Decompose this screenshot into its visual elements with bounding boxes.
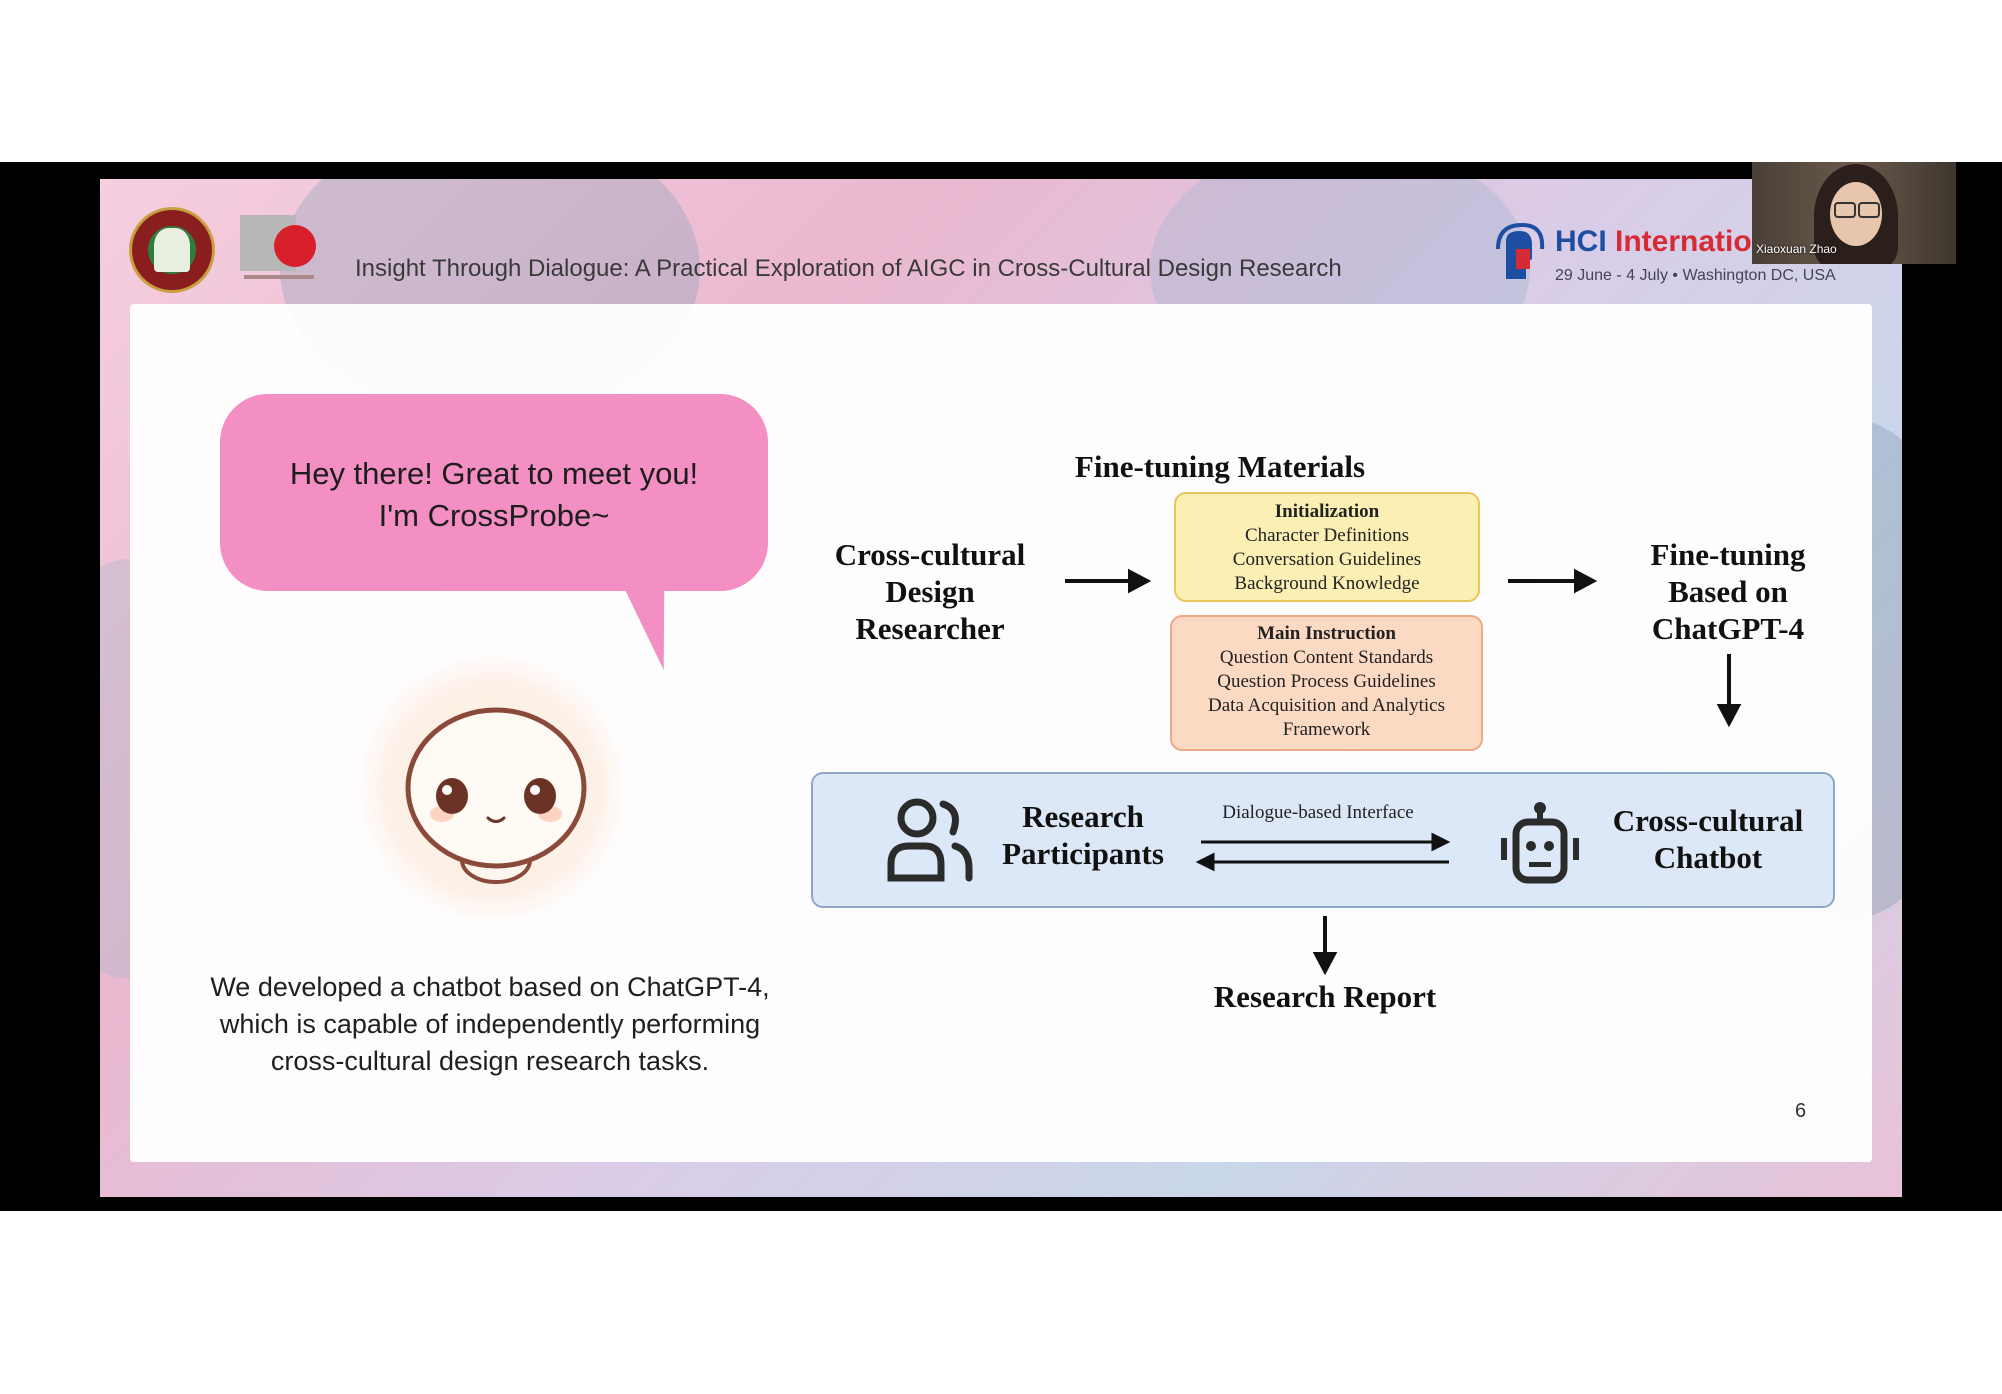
init-item: Character Definitions [1244,525,1410,546]
conference-name [1555,225,1752,259]
school-logo [240,215,320,285]
finetuning-label [1578,536,1878,647]
researcher-label [810,536,1050,647]
dialogue-interface-label: Dialogue-based Interface [1222,802,1414,823]
materials-title: Fine-tuning Materials [1074,449,1366,484]
slide-title: Insight Through Dialogue: A Practical Exploration of AIGC in Cross-Cultural Design Research [355,255,1342,282]
slide-caption [170,969,810,1080]
robot-icon [1501,802,1579,880]
hci-head-logo [1492,219,1548,291]
finetune-line-2: Based on [1668,574,1788,609]
conference-dates: 29 June - 4 July • Washington DC, USA [1555,267,1836,284]
dialogue-arrows [1199,835,1449,869]
slide-header [100,179,1902,304]
page-number: 6 [1795,1100,1807,1122]
initialization-title: Initialization [1274,501,1380,522]
users-icon [891,802,969,878]
initialization-box [1174,492,1480,602]
init-item: Conversation Guidelines [1232,549,1422,570]
chatbot-line-2: Chatbot [1653,840,1763,875]
main-item: Data Acquisition and Analytics [1208,695,1445,716]
university-logo [129,207,215,293]
main-item: Question Process Guidelines [1217,671,1436,692]
participants-line-1: Research [1022,799,1144,834]
researcher-line-2: Design [885,574,975,609]
research-report-label: Research Report [1213,979,1437,1014]
researcher-line-1: Cross-cultural [834,537,1026,572]
speech-bubble-tail [622,584,685,670]
chatbot-label [1593,802,1823,876]
finetune-line-3: ChatGPT-4 [1651,611,1805,646]
arrow-researcher-to-materials [1065,572,1147,590]
main-item: Question Content Standards [1219,647,1434,668]
init-item: Background Knowledge [1234,573,1420,594]
participants-label [983,798,1183,872]
bubble-line-1: Hey there! Great to meet you! [289,456,699,491]
conference-name-part2: Internatio [1615,225,1752,258]
presentation-slide [100,179,1902,1197]
bubble-line-2: I'm CrossProbe~ [378,498,610,533]
main-instruction-title: Main Instruction [1257,623,1396,644]
researcher-line-3: Researcher [855,611,1005,646]
caption-line-3: cross-cultural design research tasks. [270,1046,710,1076]
chatbot-line-1: Cross-cultural [1612,803,1804,838]
conference-name-part1: HCI [1555,225,1615,258]
participants-line-2: Participants [1002,836,1164,871]
arrow-platform-to-report [1316,916,1334,971]
arrow-finetuning-down [1720,654,1738,723]
dialogue-platform-box [811,772,1835,908]
presenter-webcam [1752,162,1956,264]
speech-bubble [220,394,768,591]
caption-line-1: We developed a chatbot based on ChatGPT-4, [210,972,770,1002]
caption-line-2: which is capable of independently performing [219,1009,761,1039]
crossprobe-mascot [400,694,590,904]
main-instruction-box [1170,615,1483,751]
slide-content [130,304,1872,1162]
presenter-name: Xiaoxuan Zhao [1756,242,1837,256]
video-stage [0,162,2002,1211]
finetune-line-1: Fine-tuning [1650,537,1806,572]
main-item: Framework [1282,719,1371,740]
